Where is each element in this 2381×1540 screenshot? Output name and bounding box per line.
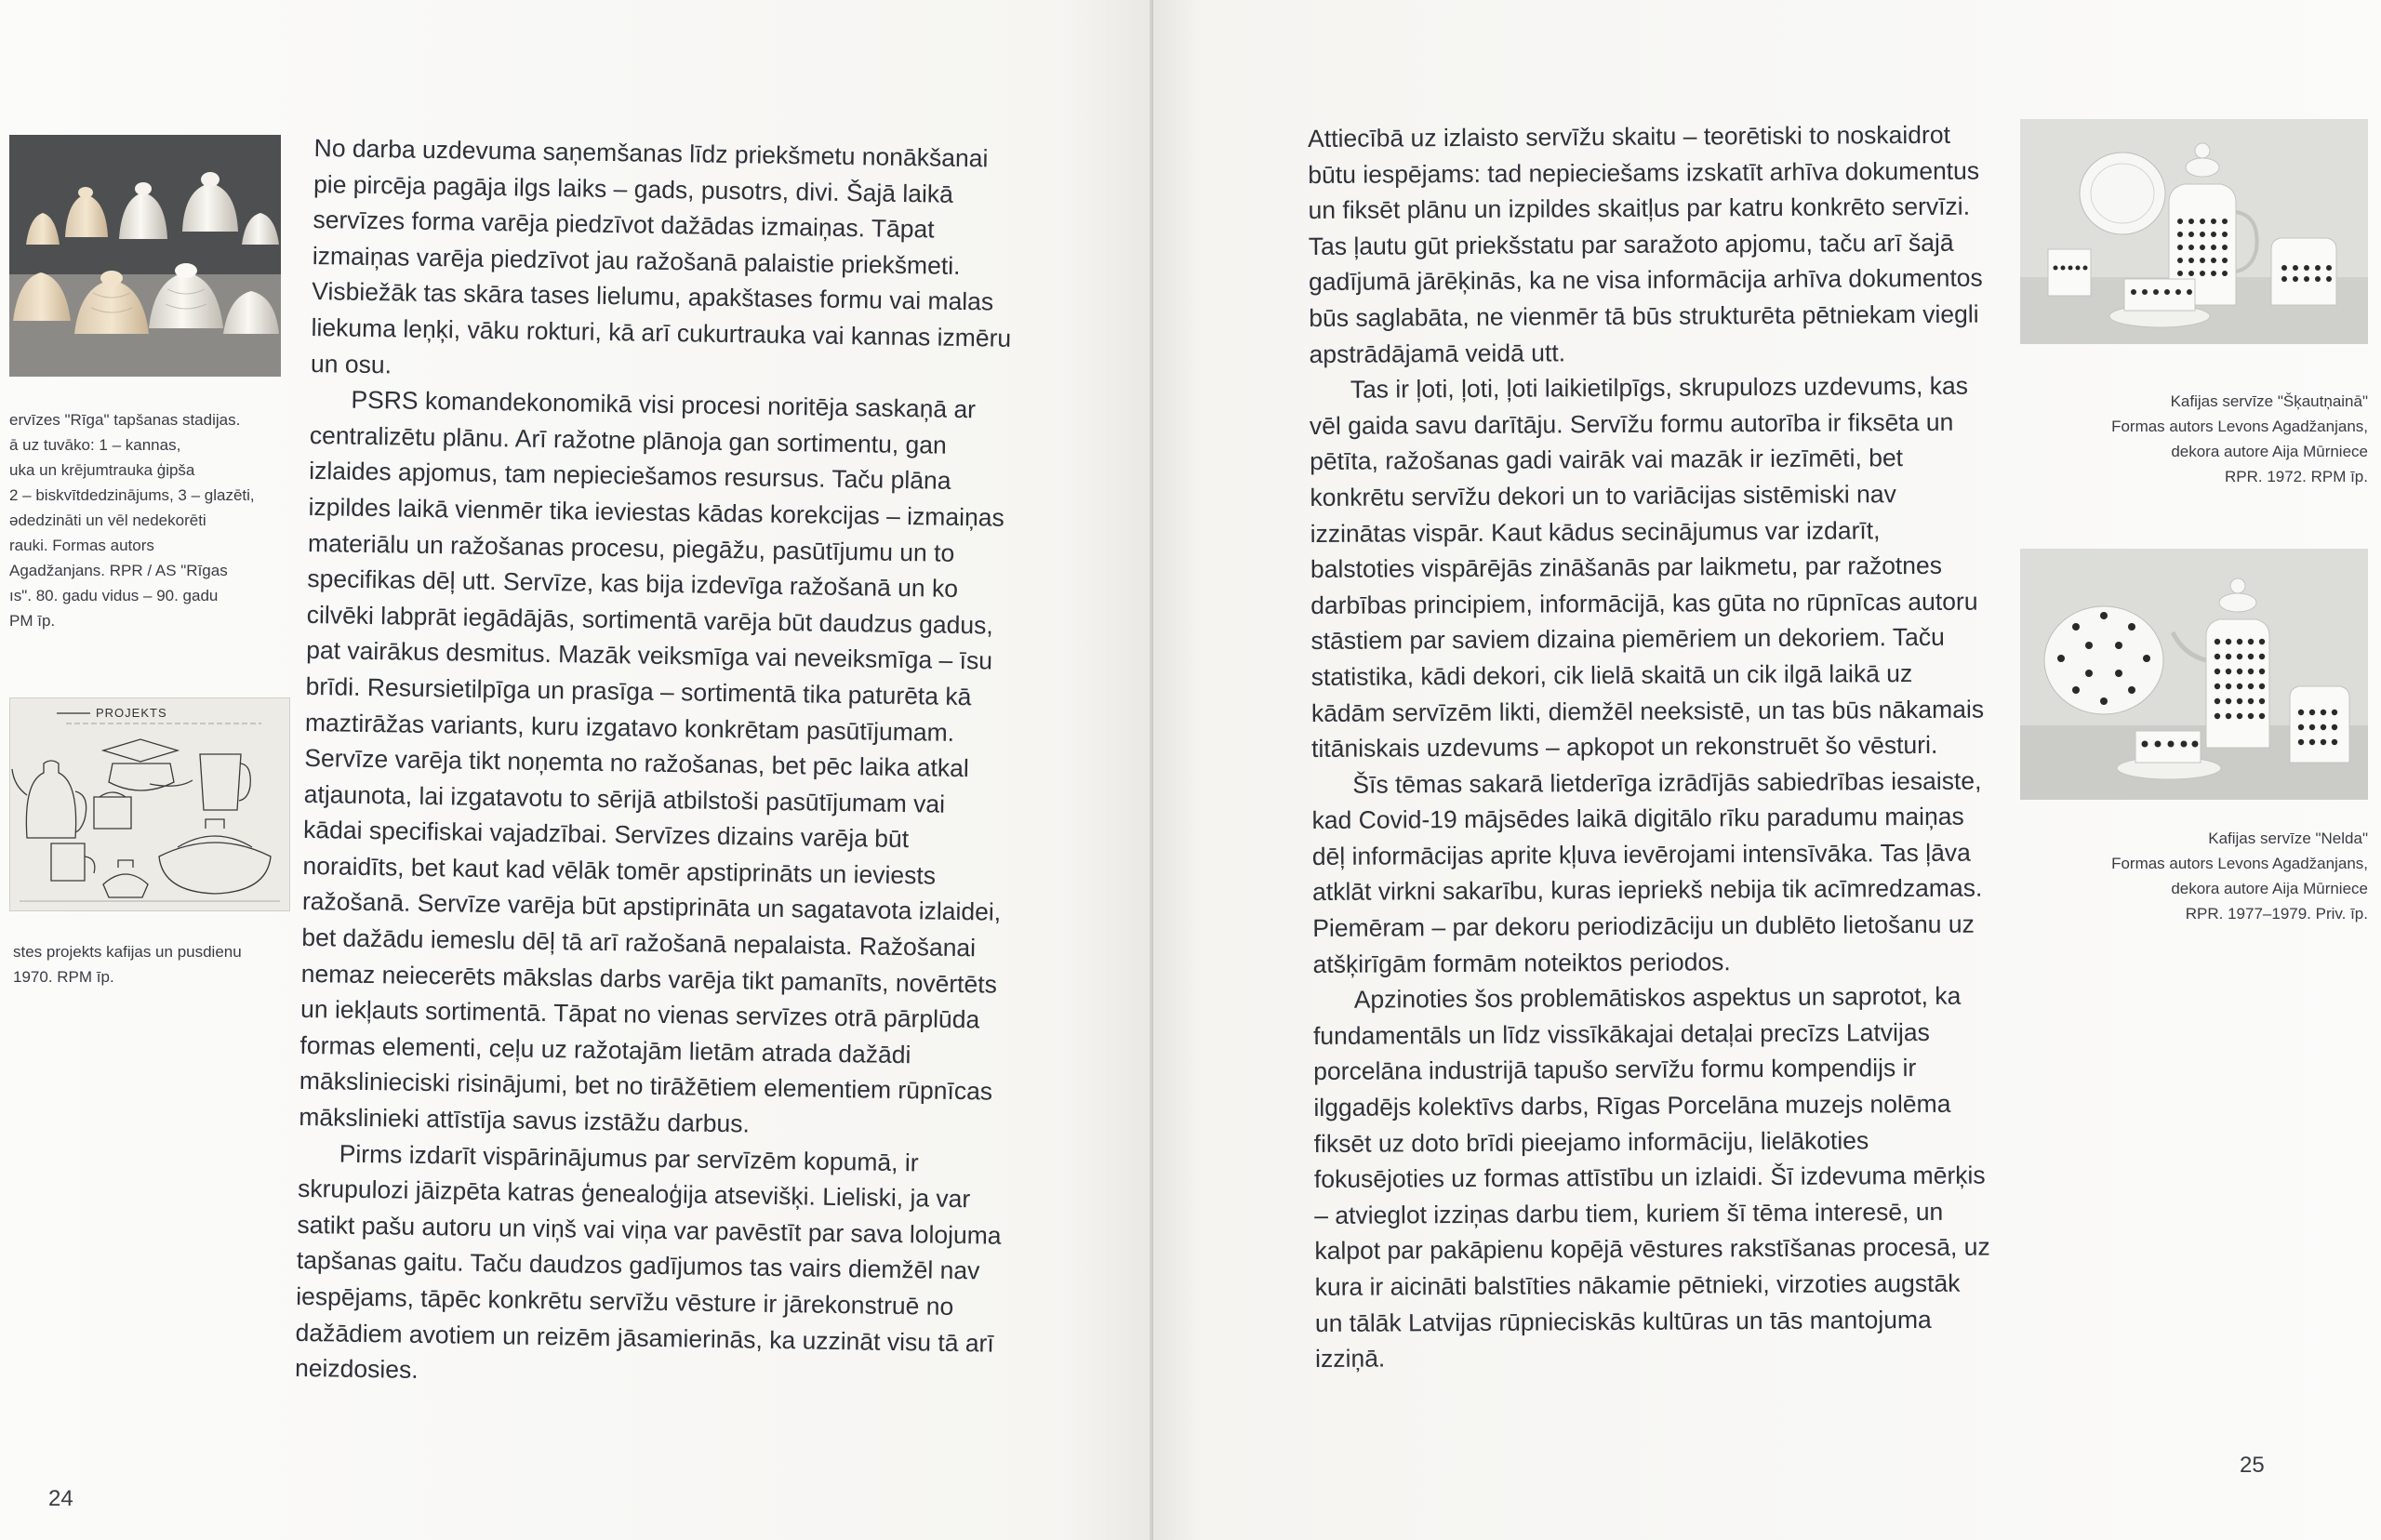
paragraph: Apzinoties šos problemātiskos aspektus un saprotot, ka fundamentāls un līdz vissīkākajai detaļai precīzs Latvijas porcelāna industrijā tapušo servīžu formu kompendijs ir ilggadējs kolektīvs darbs, Rīgas Porcelāna muzejs nolēma fiksēt uz doto brīdi pieejamo informāciju, lielākoties fokusējoties uz formas attīstību un izlaidi. Šī izdevuma mērķis – atvieglot izziņas darbu tiem, kuriem šī tēma interesē, un kalpot par pakāpienu kopējā vēstures rakstīšanas procesā, uz kura ir aicināti balstīties nākamie pētnieki, virzoties augstāk un tālāk Latvijas rūpnieciskās kultūras un tās mantojuma izziņā.	[1312, 981, 1990, 1374]
caption-line: PM īp.	[9, 612, 56, 630]
caption-design-project	[13, 939, 292, 989]
paragraph: Pirms izdarīt vispārinājumus par servīzēm kopumā, ir skrupulozi jāizpēta katras ģenealoģija atsevišķi. Lieliski, ja var satikt pašu autoru un viņš vai viņa var pavēstīt par sava lolojuma tapšanas gaitu. Taču daudzos gadījumos tas vairs diemžēl nav iespējams, tāpēc konkrētu servīžu vēsture ir jārekonstruē no dažādiem avotiem un reizēm jāsamierinās, ka uzzināt visu tā arī neizdosies.	[294, 1139, 1002, 1385]
caption-line: dekora autore Aija Mūrniece	[2171, 880, 2368, 897]
paragraph: Attiecībā uz izlaisto servīžu skaitu – teorētiski to noskaidrot būtu iespējams: tad nepieciešams izskatīt arhīva dokumentus un fiksēt plānu un izpildes skaitļus par katru konkrēto servīzi. Tas ļautu gūt priekšstatu par saražoto apjomu, taču arī šajā gadījumā jārēķinās, ka ne visa informācija arhīva dokumentos būs saglabāta, ne vienmēr tā būs strukturēta pētniekam viegli apstrādājamā veidā utt.	[1308, 120, 1983, 368]
page-number-left: 24	[48, 1486, 73, 1511]
caption-nelda-service	[2000, 826, 2368, 926]
paragraph: Šīs tēmas sakarā lietderīga izrādījās sabiedrības iesaiste, kad Covid-19 mājsēdes laikā digitālo rīku paradumu maiņas dēļ informācijas aprite kļuva ievērojami intensīvāka. Tas ļāva atklāt virkni sakarību, kuras iepriekš nebija tik acīmredzamas. Piemēram – par dekoru periodizāciju un dublēto lietošanu uz atšķirīgām formām noteiktos periodos.	[1311, 766, 1983, 978]
paragraph: PSRS komandekonomikā visi procesi noritēja saskaņā ar centralizētu plānu. Arī ražotne plānoja gan sortimentu, gan izlaides apjomus, tam nepieciešamos resursus. Taču plāna izpildes laikā vienmēr tika ieviestas kādas korekcijas – izmaiņas materiālu un ražošanas procesu, piegāžu, pasūtījumu un to specifikas dēļ utt. Servīze, kas bija izdevīga ražošanā un ko cilvēki labprāt iegādājās, sortimentā varēja būt daudzus gadus, pat vairākus desmitus. Mazāk veiksmīga vai neveiksmīga – īsu brīdi. Resursietilpīga un prasīga – sortimentā tika paturēta kā maztirāžas variants, kuru izgatavo konkrētam pasūtījumam. Servīze varēja tikt noņemta no ražošanas, bet pēc laika atkal atjaunota, lai izgatavotu to sērijā atbilstoši pasūtījumam vai kādai specifiskai vajadzībai. Servīzes dizains varēja būt noraidīts, bet kaut kad vēlāk tomēr apstiprināts un ieviests ražošanā. Servīze varēja būt apstiprināta un sagatavota izlaidei, bet dažādu iemeslu dēļ tā arī ražošanā nepalaista. Ražošanai nemaz neiecerēts mākslas darbs varēja tikt pamanīts, novērtēts un iekļauts sortimentā. Tāpat no vienas servīzes otrā pārplūda formas elementi, ceļu uz ražotajām lietām atrada dažādi mākslinieciski risinājumi, bet no tirāžētiem elementiem rūpnīcas mākslinieki attīstīja savus izstāžu darbus.	[299, 385, 1004, 1138]
caption-line: 1970. RPM īp.	[13, 968, 114, 986]
photo-design-project-drawing	[9, 697, 290, 911]
caption-skautnaina-service	[2000, 389, 2368, 489]
caption-line: stes projekts kafijas un pusdienu	[13, 943, 242, 961]
caption-line: RPR. 1972. RPM īp.	[2224, 468, 2368, 485]
caption-line: Kafijas servīze "Šķautņainā"	[2170, 392, 2368, 410]
project-stamp: PROJEKTS	[96, 706, 167, 720]
caption-line: ıs". 80. gadu vidus – 90. gadu	[9, 587, 219, 604]
caption-line: rauki. Formas autors	[9, 537, 154, 554]
caption-line: Formas autors Levons Agadžanjans,	[2111, 418, 2368, 435]
caption-line: Formas autors Levons Agadžanjans,	[2111, 855, 2368, 872]
page-number-right: 25	[2240, 1453, 2265, 1478]
caption-line: Kafijas servīze "Nelda"	[2208, 830, 2368, 847]
left-page	[0, 0, 1153, 1540]
left-body-text	[295, 130, 1021, 1398]
caption-riga-service	[9, 407, 288, 633]
paragraph: Tas ir ļoti, ļoti, ļoti laikietilpīgs, skrupulozs uzdevums, kas vēl gaida savu darītāju. Servīžu formu autorība ir fiksēta un pētīta, ražošanas gadi vairāk vai mazāk ir iezīmēti, bet konkrētu servīžu dekori un to variācijas sistēmiski nav izzinātas vispār. Kaut kādus secinājumus var izdarīt, balstoties vispārējās zināšanās par laikmetu, par ražotnes darbības principiem, informācijā, kas gūta no rūpnīcas autoru stāstiem par saviem dizaina piemēriem un dekoriem. Taču statistika, kādi dekori, cik lielā skaitā un cik ilgā laikā uz kādām servīzēm likti, diemžēl neeksistē, un tas būs nākamais titāniskais uzdevums – apkopot un rekonstruēt šo vēsturi.	[1309, 371, 1985, 763]
caption-line: ədedzināti un vēl nedekorēti	[9, 511, 206, 529]
caption-line: uka un krējumtrauka ģipša	[9, 461, 195, 479]
caption-line: ā uz tuvāko: 1 – kannas,	[9, 436, 181, 454]
caption-line: Agadžanjans. RPR / AS "Rīgas	[9, 562, 228, 579]
right-body-text	[1308, 117, 1994, 1377]
caption-line: 2 – biskvītdedzinājums, 3 – glazēti,	[9, 486, 255, 504]
photo-riga-service-stages	[9, 135, 281, 377]
photo-nelda-service	[2020, 549, 2368, 800]
right-page	[1153, 0, 2381, 1540]
caption-line: RPR. 1977–1979. Priv. īp.	[2185, 905, 2368, 923]
photo-skautnaina-service	[2020, 119, 2368, 344]
paragraph: No darba uzdevuma saņemšanas līdz priekšmetu nonākšanai pie pircēja pagāja ilgs laiks – gads, pusotrs, divi. Šajā laikā servīzes forma varēja piedzīvot dažādas izmaiņas. Tāpat izmaiņas varēja piedzīvot jau ražošanā palaistie priekšmeti. Visbiežāk tas skāra tases lielumu, apakštases formu vai malas liekuma leņķi, vāku rokturi, kā arī cukurtrauka vai kannas izmēru un osu.	[310, 133, 1012, 378]
caption-line: ervīzes "Rīga" tapšanas stadijas.	[9, 411, 241, 429]
caption-line: dekora autore Aija Mūrniece	[2171, 443, 2368, 460]
